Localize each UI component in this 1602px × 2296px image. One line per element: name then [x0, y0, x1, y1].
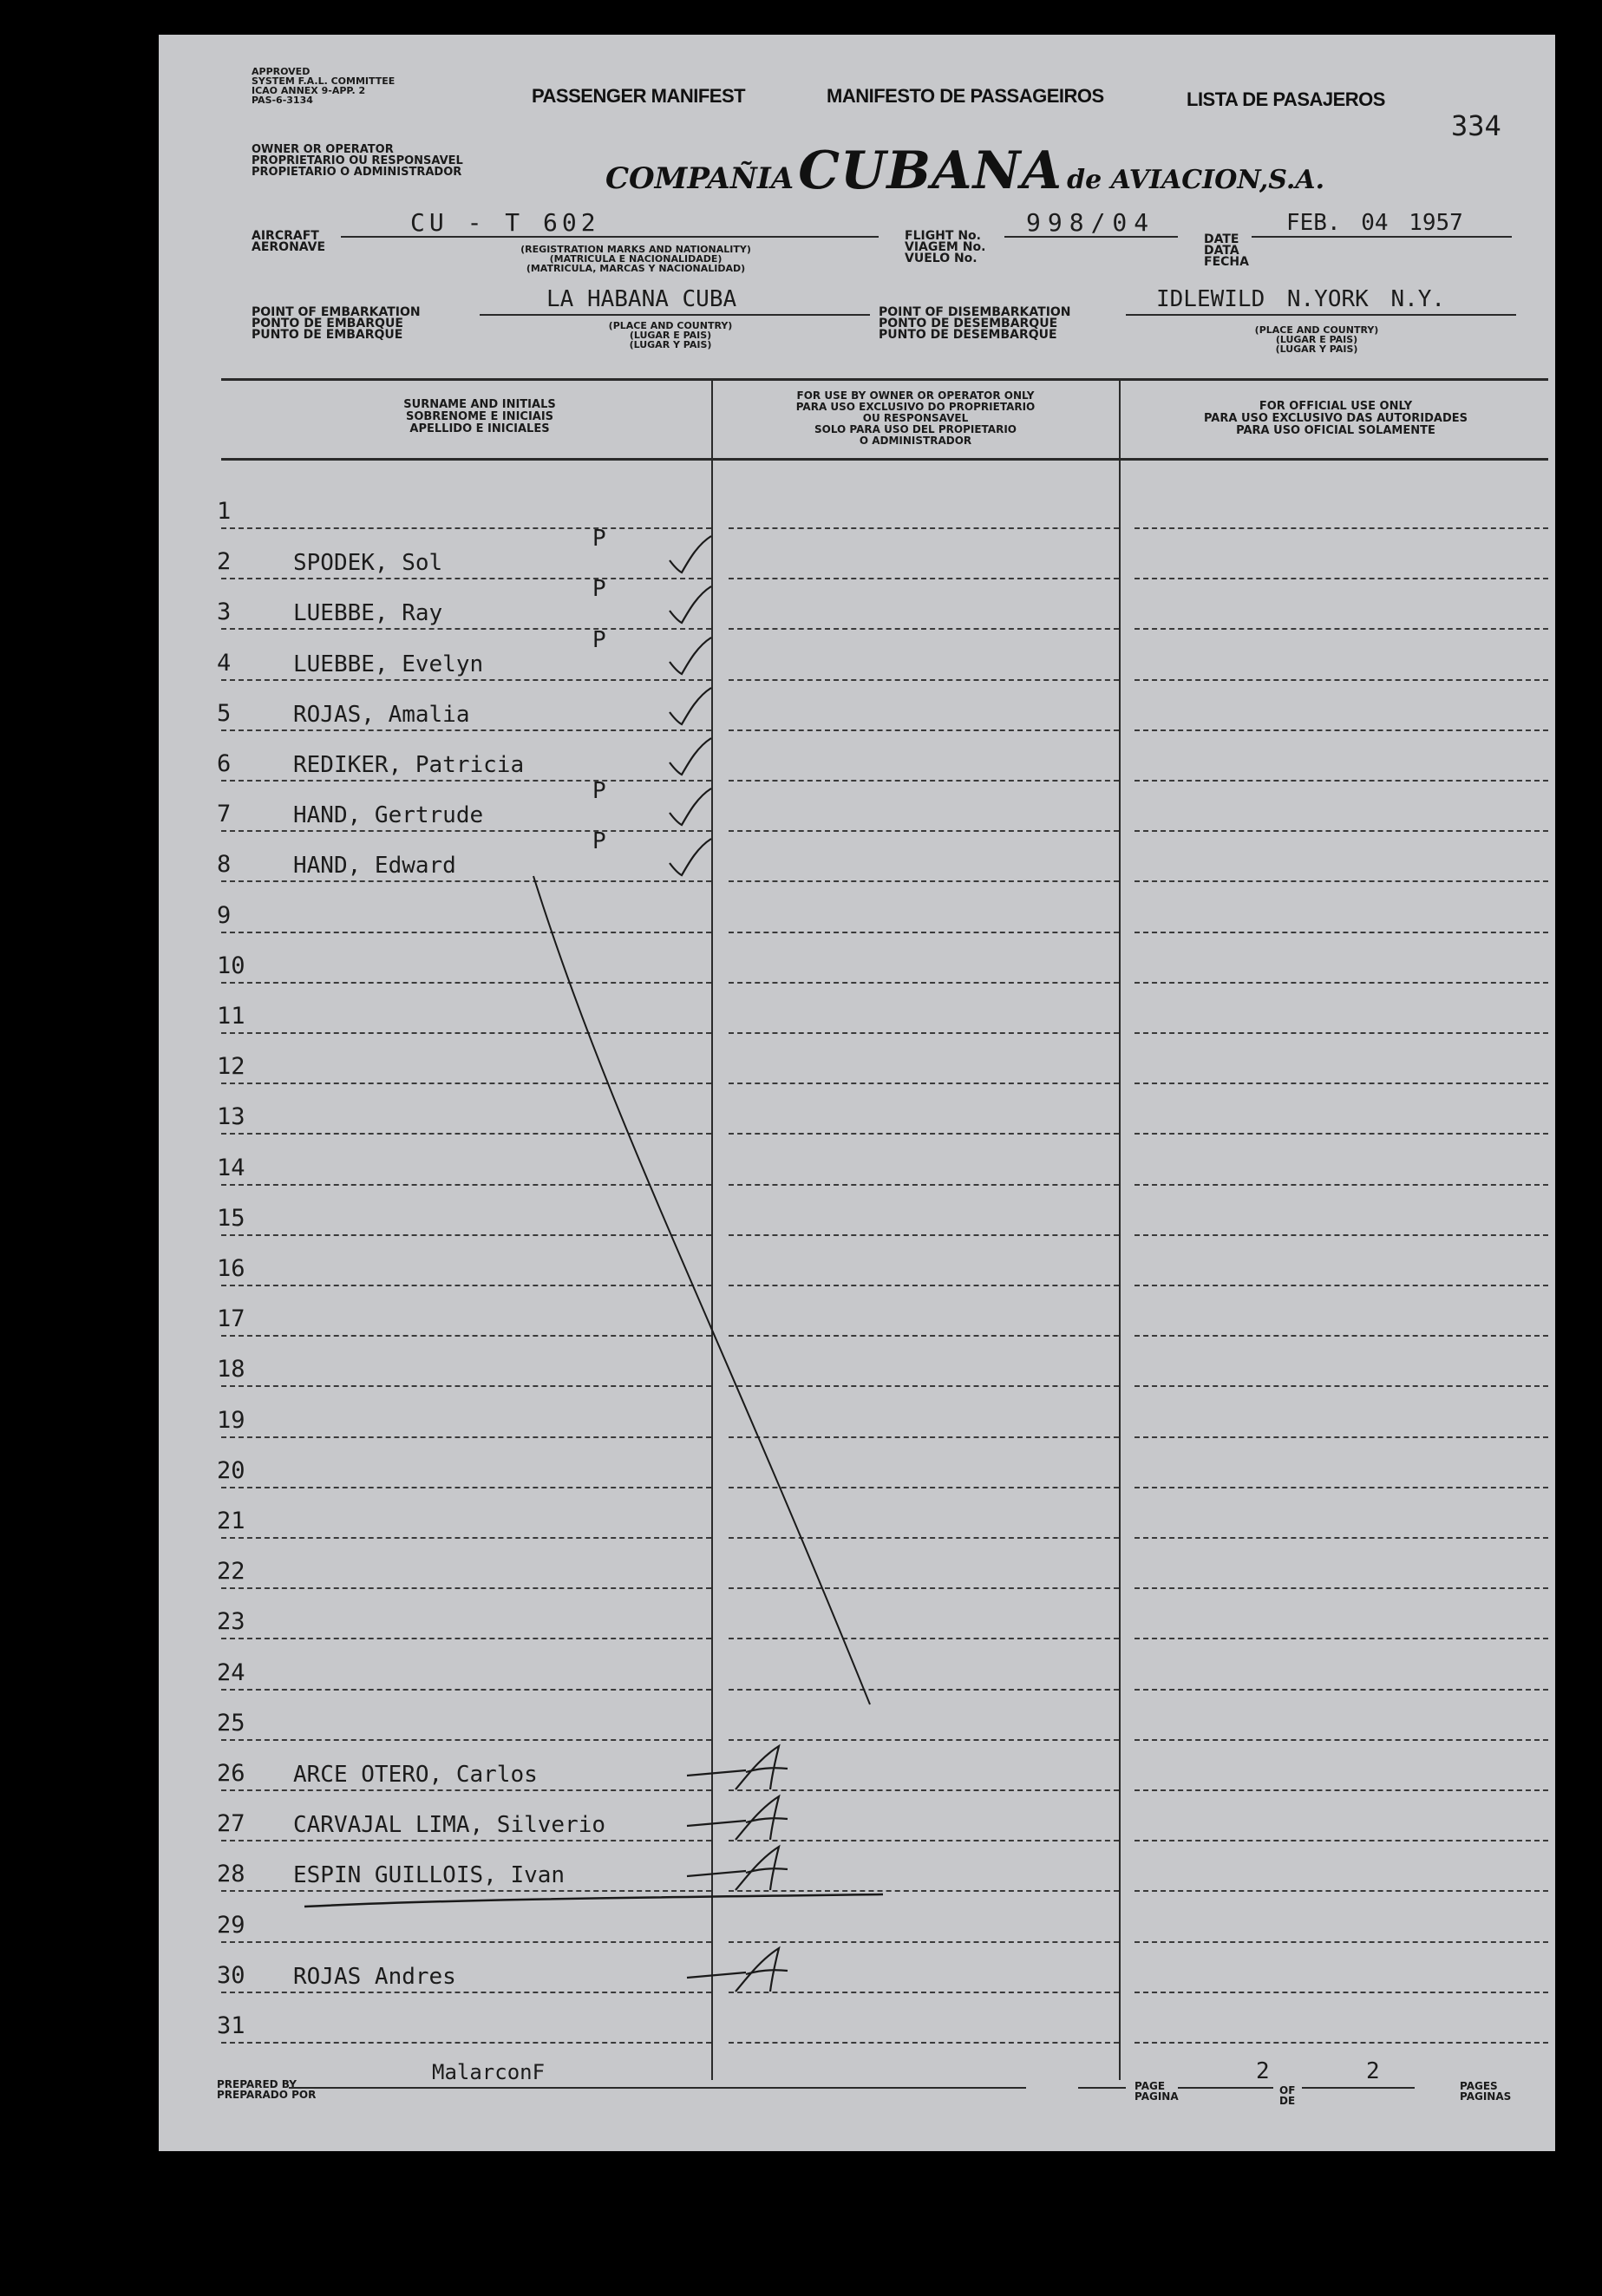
passenger-name: HAND, Gertrude: [293, 802, 484, 829]
logo-suffix: de AVIACION,S.A.: [1067, 165, 1325, 195]
approval-line: SYSTEM F.A.L. COMMITTEE: [252, 75, 396, 87]
embarkation-label: PONTO DE EMBARQUE: [252, 317, 403, 330]
row-number: 6: [217, 750, 232, 777]
passenger-name: HAND, Edward: [293, 853, 456, 880]
row-number: 3: [217, 599, 232, 626]
approval-line: PAS-6-3134: [252, 95, 313, 106]
embarkation-label: POINT OF EMBARKATION: [252, 305, 421, 319]
embarkation-note: (LUGAR Y PAIS): [629, 339, 712, 350]
row-number: 2: [217, 548, 232, 576]
row-number: 31: [217, 2012, 245, 2039]
page-labels: [1134, 2081, 1179, 2102]
row-number: 30: [217, 1961, 245, 1989]
of-label: OF: [1279, 2084, 1296, 2096]
disembarkation-note: (LUGAR Y PAIS): [1275, 343, 1358, 355]
pages-label: PAGES: [1460, 2080, 1498, 2092]
row-number: 11: [217, 1003, 245, 1030]
passenger-name: CARVAJAL LIMA, Silverio: [293, 1812, 606, 1839]
disembarkation-value: IDLEWILD N.YORK N.Y.: [1156, 286, 1446, 312]
row-number: 16: [217, 1255, 245, 1282]
disembarkation-label: PUNTO DE DESEMBARQUE: [879, 328, 1057, 342]
embarkation-label: PUNTO DE EMBARQUE: [252, 328, 403, 342]
pages-labels: [1460, 2081, 1511, 2102]
embarkation-note: (PLACE AND COUNTRY): [608, 320, 733, 331]
title-spanish: LISTA DE PASAJEROS: [1187, 88, 1385, 110]
page-value: 2: [1256, 2058, 1270, 2084]
aircraft-value: CU - T 602: [410, 208, 600, 237]
disembarkation-label: PONTO DE DESEMBARQUE: [879, 317, 1058, 330]
row-number: 13: [217, 1103, 245, 1131]
disembarkation-label: POINT OF DISEMBARKATION: [879, 305, 1071, 319]
column-header-line: PARA USO OFICIAL SOLAMENTE: [1236, 424, 1435, 437]
page-number-stamp: 334: [1451, 109, 1501, 142]
date-label: DATE: [1204, 232, 1239, 246]
row-number: 26: [217, 1760, 245, 1787]
row-number: 9: [217, 901, 232, 929]
of-underline: [1302, 2087, 1415, 2089]
row-number: 28: [217, 1861, 245, 1888]
row-number: 29: [217, 1911, 245, 1939]
row-number: 19: [217, 1406, 245, 1434]
passport-mark: P: [592, 576, 606, 603]
date-label: DATA: [1204, 244, 1239, 258]
owner-label: OWNER OR OPERATOR: [252, 143, 394, 156]
page-underline: [1078, 2087, 1126, 2089]
flight-label: FLIGHT No.: [905, 229, 981, 243]
passenger-name: ARCE OTERO, Carlos: [293, 1762, 538, 1788]
row-number: 10: [217, 952, 245, 979]
disembarkation-note: (LUGAR E PAIS): [1275, 334, 1358, 345]
page-number-underline: [1178, 2087, 1273, 2089]
of-value: 2: [1366, 2058, 1380, 2084]
page-label: PAGE: [1134, 2080, 1166, 2092]
logo-prefix: COMPAÑIA: [605, 161, 794, 196]
embarkation-note: (LUGAR E PAIS): [629, 330, 712, 341]
row-number: 21: [217, 1508, 245, 1534]
passenger-name: ROJAS Andres: [293, 1963, 456, 1990]
passenger-name: REDIKER, Patricia: [293, 752, 525, 778]
date-value: FEB. 04 1957: [1286, 210, 1463, 236]
passenger-name: ESPIN GUILLOIS, Ivan: [293, 1862, 566, 1889]
date-label: FECHA: [1204, 255, 1249, 269]
approval-line: ICAO ANNEX 9-APP. 2: [252, 85, 366, 96]
passport-mark: P: [592, 526, 606, 553]
row-number: 23: [217, 1608, 245, 1636]
row-number: 5: [217, 699, 232, 727]
void-strike-line: [159, 35, 1555, 2151]
row-29-strike-stroke: [304, 1894, 883, 1907]
row-number: 20: [217, 1456, 245, 1484]
row-number: 15: [217, 1204, 245, 1232]
flight-label: VIAGEM No.: [905, 240, 986, 254]
disembarkation-note: (PLACE AND COUNTRY): [1254, 324, 1379, 336]
row-number: 8: [217, 851, 232, 879]
prepared-labels: [217, 2079, 316, 2100]
prepared-value: MalarconF: [432, 2060, 546, 2084]
aircraft-label: AERONAVE: [252, 240, 326, 254]
row-number: 1: [217, 498, 232, 525]
passport-mark: P: [592, 626, 606, 653]
aircraft-note: (MATRICULA, MARCAS Y NACIONALIDAD): [526, 263, 746, 274]
passport-mark: P: [592, 828, 606, 855]
row-number: 27: [217, 1810, 245, 1838]
row-number: 17: [217, 1305, 245, 1333]
column-header-line: FOR OFFICIAL USE ONLY: [1259, 400, 1413, 413]
row-number: 7: [217, 801, 232, 828]
pages-label: PAGINAS: [1460, 2090, 1512, 2103]
row-number: 24: [217, 1658, 245, 1686]
passenger-name: SPODEK, Sol: [293, 550, 443, 577]
prepared-label: PREPARADO POR: [217, 2089, 317, 2101]
column-header-line: SOLO PARA USO DEL PROPIETARIO: [814, 423, 1017, 435]
row-number: 18: [217, 1356, 245, 1383]
void-diagonal-stroke: [533, 876, 870, 1704]
prepared-underline: [289, 2087, 1026, 2089]
passport-mark: P: [592, 778, 606, 805]
manifest-sheet: [159, 35, 1555, 2151]
aircraft-note: (REGISTRATION MARKS AND NATIONALITY): [520, 244, 751, 255]
of-labels: [1279, 2085, 1295, 2106]
flight-value: 998/04: [1026, 208, 1156, 237]
aircraft-label: AIRCRAFT: [252, 229, 319, 243]
row-number: 14: [217, 1154, 245, 1181]
column-header-line: SOBRENOME E INICIAIS: [405, 410, 554, 423]
owner-label: PROPIETARIO O ADMINISTRADOR: [252, 166, 462, 179]
aircraft-note: (MATRICULA E NACIONALIDADE): [549, 253, 723, 265]
column-header-line: SURNAME AND INITIALS: [403, 398, 556, 411]
column-header-line: APELLIDO E INICIALES: [409, 422, 550, 435]
owner-label: PROPRIETARIO OU RESPONSAVEL: [252, 154, 463, 167]
column-header-line: PARA USO EXCLUSIVO DO PROPRIETARIO: [795, 401, 1036, 413]
passenger-name: LUEBBE, Ray: [293, 600, 443, 627]
of-label: DE: [1279, 2095, 1296, 2107]
column-header-line: OU RESPONSAVEL: [862, 412, 969, 424]
row-number: 25: [217, 1709, 245, 1737]
title-english: PASSENGER MANIFEST: [532, 85, 746, 107]
prepared-label: PREPARED BY: [217, 2078, 297, 2090]
column-header-line: O ADMINISTRADOR: [859, 435, 972, 447]
approval-line: APPROVED: [252, 66, 311, 77]
embarkation-value: LA HABANA CUBA: [546, 286, 737, 312]
row-number: 22: [217, 1558, 245, 1586]
passenger-name: ROJAS, Amalia: [293, 701, 470, 728]
flight-label: VUELO No.: [905, 252, 978, 265]
row-number: 4: [217, 649, 232, 677]
column-header-line: PARA USO EXCLUSIVO DAS AUTORIDADES: [1203, 412, 1468, 425]
passenger-name: LUEBBE, Evelyn: [293, 651, 484, 677]
row-number: 12: [217, 1053, 245, 1081]
logo-main: CUBANA: [798, 141, 1063, 201]
title-portuguese: MANIFESTO DE PASSAGEIROS: [827, 85, 1104, 107]
column-header-line: FOR USE BY OWNER OR OPERATOR ONLY: [796, 389, 1035, 402]
page-label: PAGINA: [1134, 2090, 1179, 2103]
